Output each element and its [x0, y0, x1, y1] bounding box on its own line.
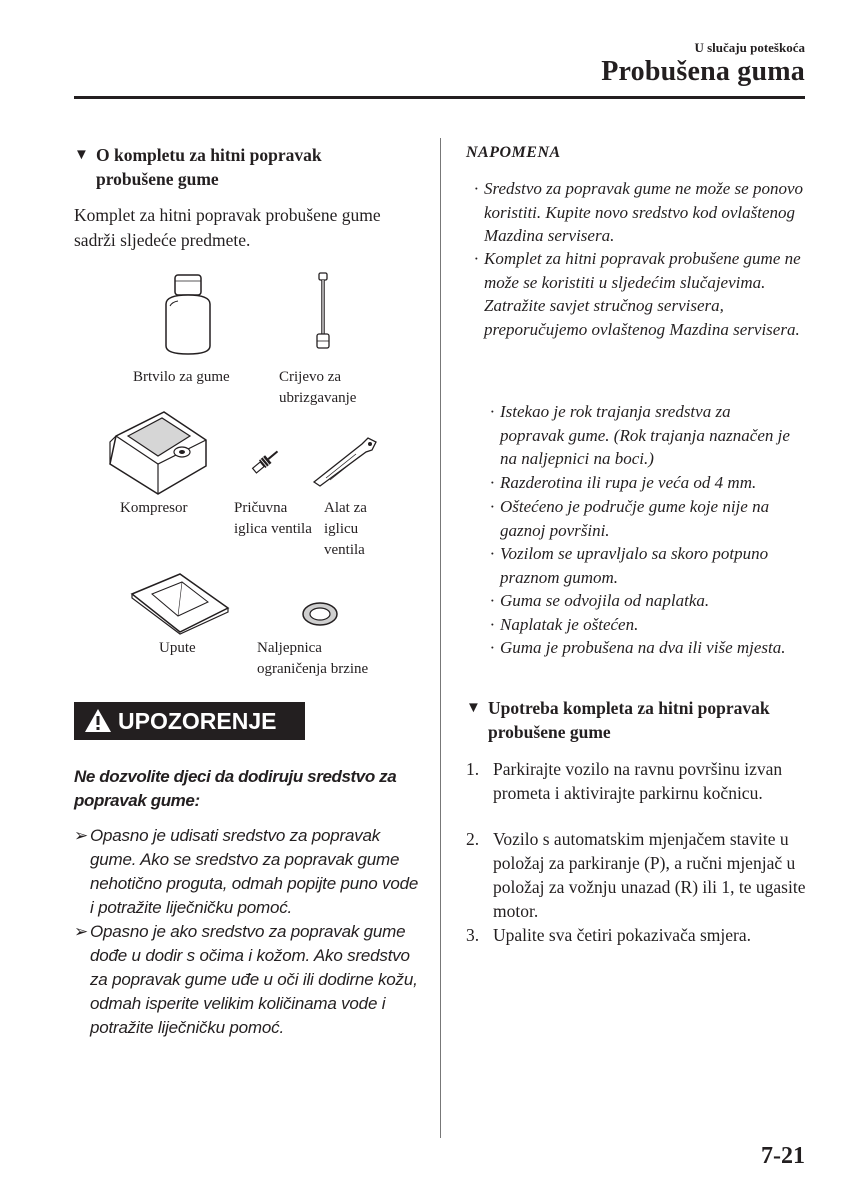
valve-tool-label: Alat za iglicu ventila: [324, 500, 367, 558]
note-subitem: · Oštećeno je područje gume koje nije na gaznoj površini.: [490, 497, 770, 540]
kit-heading: ▼ O kompletu za hitni popravak probušene gume: [74, 145, 322, 189]
header-rule: [74, 96, 805, 99]
triangle-marker-icon: ▼: [466, 700, 481, 716]
step-item: 3. Upalite sva četiri pokazivača smjera.: [466, 925, 752, 945]
usage-heading: ▼ Upotreba kompleta za hitni popravak probušene gume: [466, 698, 770, 742]
hose-label: Crijevo za ubrizgavanje: [279, 369, 357, 406]
warning-label: UPOZORENJE: [118, 708, 277, 734]
arrow-bullet-icon: ➢: [74, 826, 89, 845]
warning-triangle-icon: [84, 708, 112, 733]
compressor-icon: [106, 408, 210, 496]
warning-bullet: ➢ Opasno je ako sredstvo za popravak gume dođe u dodir s očima i kožom. Ako sredstvo za popravak gume uđe u oči ili dodirne kožu, odmah isperite velikim količinama vode i potražite liječničku pomoć.: [74, 922, 418, 1037]
note-subitem: · Istekao je rok trajanja sredstva za popravak gume. (Rok trajanja naznačen je na naljepnici na boci.): [490, 402, 790, 468]
compressor-label: Kompresor: [120, 500, 188, 516]
sealant-bottle-icon: [160, 272, 216, 356]
valve-tool-icon: [310, 432, 380, 488]
speed-sticker-icon: [300, 600, 340, 628]
sealant-label: Brtvilo za gume: [133, 369, 230, 385]
note-subitem: · Vozilom se upravljalo sa skoro potpuno praznom gumom.: [490, 544, 769, 587]
note-subitem: · Guma se odvojila od naplatka.: [490, 591, 710, 610]
manual-icon: [128, 572, 232, 634]
note-subitem: · Razderotina ili rupa je veća od 4 mm.: [490, 473, 757, 492]
kit-intro: Komplet za hitni popravak probušene gume sadrži sljedeće predmete.: [74, 205, 381, 250]
valve-core-icon: [247, 444, 285, 478]
injection-hose-icon: [312, 272, 334, 352]
section-label: U slučaju poteškoća: [694, 40, 805, 55]
warning-bullet: ➢ Opasno je udisati sredstvo za popravak gume. Ako se sredstvo za popravak gume nehotično proguta, odmah popijte puno vode i potražite liječničku pomoć.: [74, 826, 419, 917]
manual-label: Upute: [159, 640, 196, 656]
note-item: · Komplet za hitni popravak probušene gume ne može se koristiti u sljedećim slučajevima. Zatražite savjet stručnog servisera, preporučujemo ovlaštenog Mazdina servisera.: [474, 249, 801, 339]
note-item: · Sredstvo za popravak gume ne može se ponovo koristiti. Kupite novo sredstvo kod ovlaštenog Mazdina servisera.: [474, 179, 803, 245]
step-item: 1. Parkirajte vozilo na ravnu površinu izvan prometa i aktivirajte parkirnu kočnicu.: [466, 759, 783, 803]
warning-lead: Ne dozvolite djeci da dodiruju sredstvo za popravak gume:: [74, 767, 397, 810]
valve-core-label: Pričuvna iglica ventila: [234, 500, 312, 537]
arrow-bullet-icon: ➢: [74, 922, 89, 941]
note-subitem: · Naplatak je oštećen.: [490, 615, 639, 634]
note-title: NAPOMENA: [466, 144, 561, 161]
speed-sticker-label: Naljepnica ograničenja brzine: [257, 640, 369, 677]
page-title: Probušena guma: [601, 56, 805, 87]
step-item: 2. Vozilo s automatskim mjenjačem stavite u položaj za parkiranje (P), a ručni mjenjač u položaj za vožnju unazad (R) ili 1, te ugasite motor.: [466, 829, 806, 921]
page-number: 7-21: [761, 1143, 805, 1169]
note-subitem: · Guma je probušena na dva ili više mjesta.: [490, 638, 786, 657]
column-divider: [440, 138, 441, 1138]
triangle-marker-icon: ▼: [74, 147, 89, 163]
warning-banner: [74, 702, 305, 740]
